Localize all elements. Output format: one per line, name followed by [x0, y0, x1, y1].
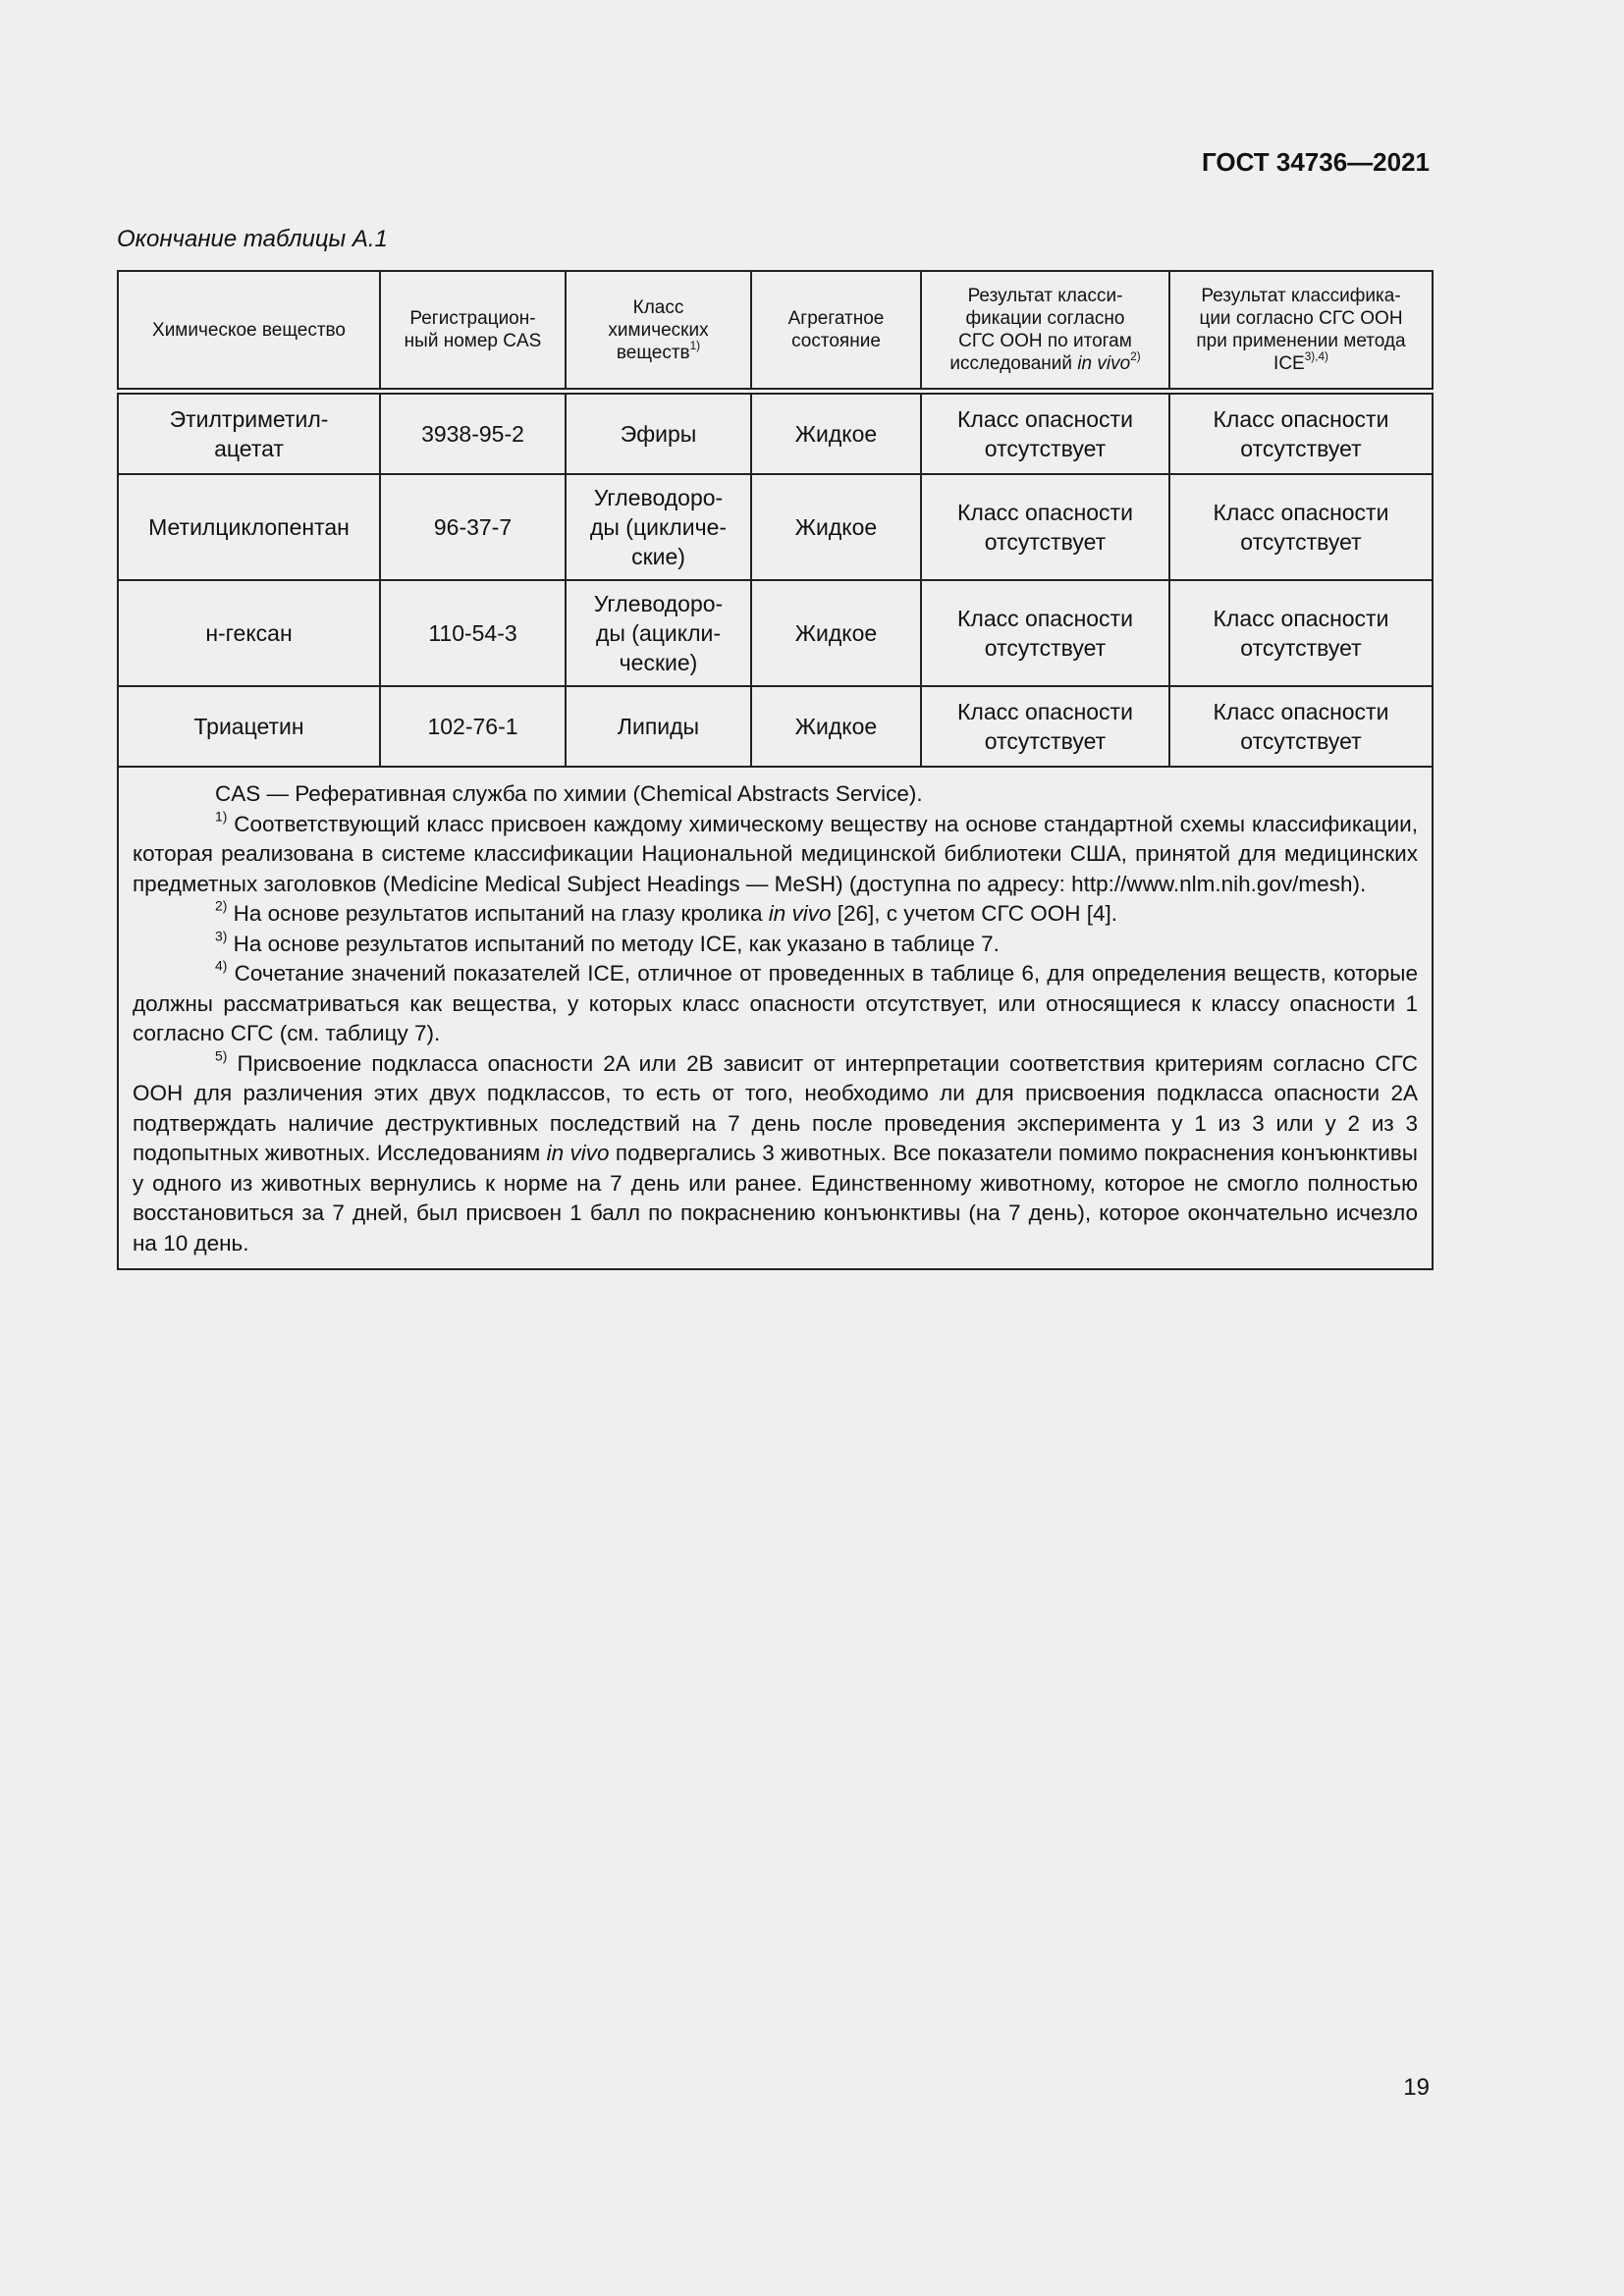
cell-cas: 96-37-7	[380, 474, 566, 580]
table-row	[118, 474, 1433, 580]
header-ice-result: Результат классифика- ции согласно СГС ООН при применении метода $ICE^{3),4)}$	[1169, 271, 1433, 392]
cell-state: Жидкое	[751, 686, 921, 767]
cell-ice: Класс опасности отсутствует	[1169, 474, 1433, 580]
table-notes-row	[118, 767, 1433, 1269]
document-code: ГОСТ 34736—2021	[1202, 147, 1430, 177]
table-row	[118, 392, 1433, 475]
cell-class: Эфиры	[566, 392, 751, 475]
cell-substance: Триацетин	[118, 686, 380, 767]
cell-state: Жидкое	[751, 474, 921, 580]
cell-substance: Этилтриметил- ацетат	[118, 392, 380, 475]
table-header-row	[118, 271, 1433, 392]
cell-state: Жидкое	[751, 580, 921, 686]
cell-class: Углеводоро- ды (ацикли- ческие)	[566, 580, 751, 686]
footnote-2: $^{2)}$ На основе результатов испытаний на глазу кролика in vivo [26], с учетом СГС ООН [4].	[215, 897, 1118, 926]
cell-ice: Класс опасности отсутствует	[1169, 686, 1433, 767]
page-number: 19	[1403, 2074, 1430, 2101]
table-row	[118, 686, 1433, 767]
header-invivo-result: Результат класси- фикации согласно СГС ООН по итогам исследований in vivo$^{2)}$	[921, 271, 1169, 392]
cell-ice: Класс опасности отсутствует	[1169, 392, 1433, 475]
cell-cas: 3938-95-2	[380, 392, 566, 475]
header-substance: Химическое вещество	[118, 271, 380, 392]
footnote-cas: CAS — Реферативная служба по химии (Chemical Abstracts Service).	[215, 781, 923, 806]
footnote-4: $^{4)}$ Сочетание значений показателей ICE, отличное от проведенных в таблице 6, для определения веществ, которые должны рассматриваться как вещества, у которых класс опасности отсутствует, или относящиеся к классу опасности 1 согласно СГС (см. таблицу 7).	[133, 957, 1418, 1045]
table-caption: Окончание таблицы А.1	[117, 226, 388, 252]
substances-table	[117, 270, 1434, 1270]
cell-class: Углеводоро- ды (цикличе- ские)	[566, 474, 751, 580]
cell-invivo: Класс опасности отсутствует	[921, 686, 1169, 767]
cell-class: Липиды	[566, 686, 751, 767]
table-row	[118, 580, 1433, 686]
footnote-5: $^{5)}$ Присвоение подкласса опасности 2A или 2B зависит от интерпретации соответствия критериям согласно СГС ООН для различения этих двух подклассов, то есть от того, необходимо ли для присвоения подкласса опасности 2A подтверждать наличие деструктивных последствий на 7 день после проведения эксперимента у 1 из 3 или у 2 из 3 подопытных животных. Исследованиям in vivo подвергались 3 животных. Все показатели помимо покраснения конъюнктивы у одного из животных вернулись к норме на 7 день или ранее. Единственному животному, которое не смогло полностью восстановиться за 7 дней, был присвоен 1 балл по покраснению конъюнктивы (на 7 день), которое окончательно исчезло на 10 день.	[133, 1047, 1418, 1255]
table-footnotes	[118, 767, 1433, 1269]
cell-state: Жидкое	[751, 392, 921, 475]
footnote-3: $^{3)}$ На основе результатов испытаний по методу ICE, как указано в таблице 7.	[215, 928, 1000, 956]
cell-invivo: Класс опасности отсутствует	[921, 392, 1169, 475]
cell-ice: Класс опасности отсутствует	[1169, 580, 1433, 686]
cell-substance: н-гексан	[118, 580, 380, 686]
cell-invivo: Класс опасности отсутствует	[921, 474, 1169, 580]
header-physical-state: Агрегатное состояние	[751, 271, 921, 392]
cell-cas: 102-76-1	[380, 686, 566, 767]
footnote-1: $^{1)}$ Соответствующий класс присвоен каждому химическому веществу на основе стандартной схемы классификации, которая реализована в системе классификации Национальной медицинской библиотеки США, принятой для медицинских предметных заголовков (Medicine Medical Subject Headings — MeSH) (доступна по адресу: http://www.nlm.nih.gov/mesh).	[133, 808, 1418, 896]
cell-substance: Метилциклопентан	[118, 474, 380, 580]
cell-cas: 110-54-3	[380, 580, 566, 686]
header-cas-number: Регистрацион- ный номер CAS	[380, 271, 566, 392]
header-chemical-class: Класс химических веществ$^{1)}$	[566, 271, 751, 392]
cell-invivo: Класс опасности отсутствует	[921, 580, 1169, 686]
